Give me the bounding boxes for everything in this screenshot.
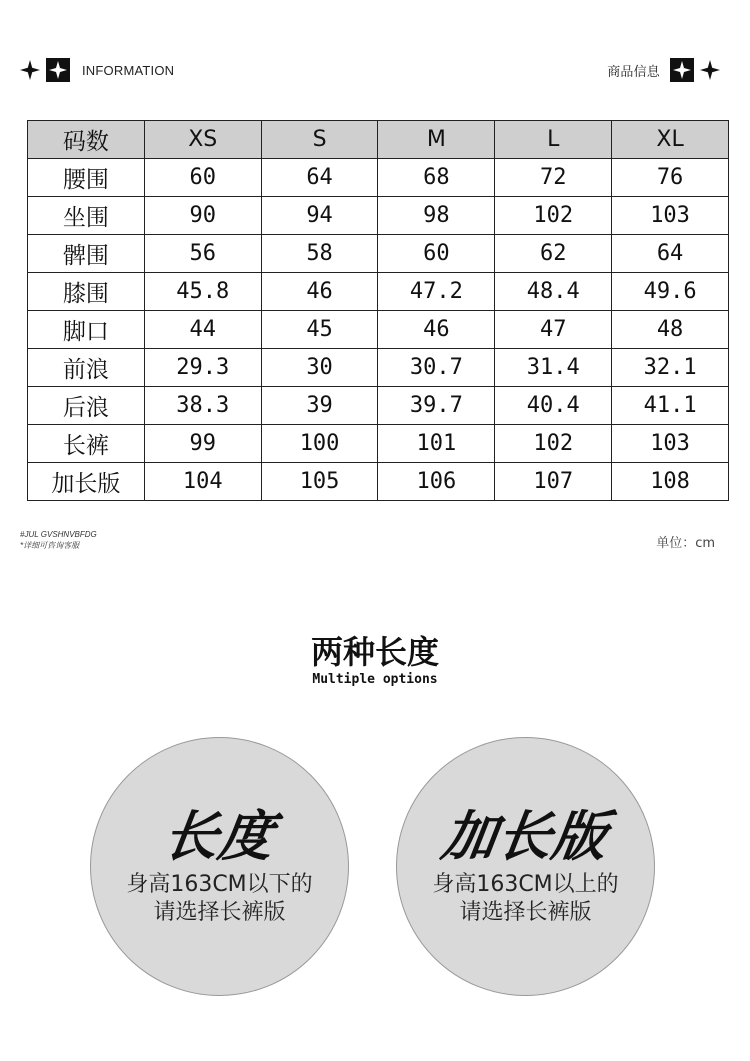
sparkle-icon — [700, 60, 720, 80]
table-row — [28, 349, 729, 387]
table-cell: 30.7 — [378, 349, 495, 387]
table-row — [28, 387, 729, 425]
size-header: XL — [612, 121, 729, 159]
table-cell: 44 — [144, 311, 261, 349]
row-label: 坐围 — [28, 197, 145, 235]
table-cell: 58 — [261, 235, 378, 273]
table-cell: 39.7 — [378, 387, 495, 425]
sparkle-icon — [20, 60, 40, 80]
option-description — [397, 871, 654, 927]
table-cell: 72 — [495, 159, 612, 197]
product-code: #JUL GVSHNVBFDG — [20, 530, 97, 539]
section-subtitle: Multiple options — [312, 672, 438, 687]
option-circle-regular — [90, 737, 349, 996]
table-cell: 45 — [261, 311, 378, 349]
table-cell: 31.4 — [495, 349, 612, 387]
table-cell: 30 — [261, 349, 378, 387]
table-cell: 108 — [612, 463, 729, 501]
option-desc-line: 身高163CM以上的 — [432, 872, 619, 897]
option-desc-line: 身高163CM以下的 — [126, 872, 313, 897]
table-cell: 102 — [495, 197, 612, 235]
section-title: 两种长度 — [310, 633, 439, 671]
table-cell: 106 — [378, 463, 495, 501]
table-cell: 47 — [495, 311, 612, 349]
header-left-label: INFORMATION — [82, 62, 175, 78]
option-desc-line: 请选择长裤版 — [153, 900, 286, 925]
table-cell: 49.6 — [612, 273, 729, 311]
table-cell: 101 — [378, 425, 495, 463]
table-cell: 32.1 — [612, 349, 729, 387]
table-cell: 100 — [261, 425, 378, 463]
table-cell: 40.4 — [495, 387, 612, 425]
row-label: 长裤 — [28, 425, 145, 463]
table-cell: 76 — [612, 159, 729, 197]
table-body — [28, 159, 729, 501]
table-cell: 29.3 — [144, 349, 261, 387]
table-row — [28, 463, 729, 501]
row-label: 前浪 — [28, 349, 145, 387]
table-cell: 68 — [378, 159, 495, 197]
table-cell: 98 — [378, 197, 495, 235]
table-cell: 64 — [261, 159, 378, 197]
row-label: 膝围 — [28, 273, 145, 311]
footnote — [20, 529, 97, 551]
table-cell: 90 — [144, 197, 261, 235]
size-header: S — [261, 121, 378, 159]
table-row — [28, 235, 729, 273]
table-cell: 64 — [612, 235, 729, 273]
table-corner-header: 码数 — [28, 121, 145, 159]
unit-label: 单位：cm — [656, 536, 715, 551]
table-row — [28, 425, 729, 463]
consult-note: *详细可咨询客服 — [20, 541, 80, 550]
row-label: 腰围 — [28, 159, 145, 197]
option-description — [91, 871, 348, 927]
size-table — [27, 120, 729, 501]
table-row — [28, 273, 729, 311]
boxed-sparkle-icon — [46, 58, 70, 82]
table-cell: 45.8 — [144, 273, 261, 311]
table-row — [28, 159, 729, 197]
row-label: 髀围 — [28, 235, 145, 273]
table-cell: 99 — [144, 425, 261, 463]
table-cell: 48.4 — [495, 273, 612, 311]
option-circle-extended — [396, 737, 655, 996]
table-cell: 107 — [495, 463, 612, 501]
table-cell: 47.2 — [378, 273, 495, 311]
header-left — [20, 58, 174, 82]
table-cell: 60 — [378, 235, 495, 273]
table-cell: 60 — [144, 159, 261, 197]
table-cell: 39 — [261, 387, 378, 425]
table-cell: 104 — [144, 463, 261, 501]
table-cell: 103 — [612, 197, 729, 235]
table-cell: 62 — [495, 235, 612, 273]
table-cell: 48 — [612, 311, 729, 349]
table-cell: 38.3 — [144, 387, 261, 425]
table-header-row — [28, 121, 729, 159]
row-label: 加长版 — [28, 463, 145, 501]
table-cell: 105 — [261, 463, 378, 501]
table-cell: 46 — [261, 273, 378, 311]
boxed-sparkle-icon — [670, 58, 694, 82]
table-row — [28, 311, 729, 349]
table-row — [28, 197, 729, 235]
option-desc-line: 请选择长裤版 — [459, 900, 592, 925]
size-header: XS — [144, 121, 261, 159]
header-right — [607, 58, 720, 82]
table-cell: 46 — [378, 311, 495, 349]
table-cell: 102 — [495, 425, 612, 463]
table-cell: 94 — [261, 197, 378, 235]
table-cell: 41.1 — [612, 387, 729, 425]
size-header: M — [378, 121, 495, 159]
size-header: L — [495, 121, 612, 159]
table-cell: 103 — [612, 425, 729, 463]
row-label: 后浪 — [28, 387, 145, 425]
header-right-label: 商品信息 — [607, 63, 660, 79]
table-cell: 56 — [144, 235, 261, 273]
option-title: 长度 — [159, 805, 279, 868]
row-label: 脚口 — [28, 311, 145, 349]
option-title: 加长版 — [438, 805, 612, 868]
